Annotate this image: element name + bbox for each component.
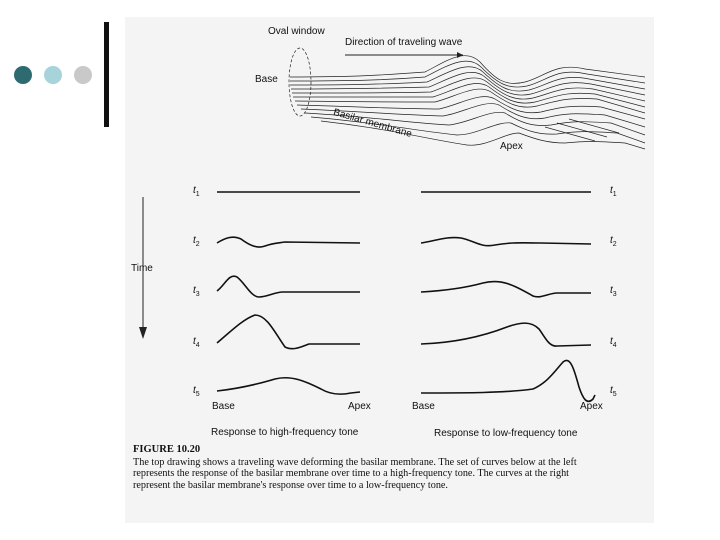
time-step-left-4: $t_4$: [193, 336, 200, 349]
time-step-right-4: $t_4$: [610, 336, 617, 349]
lf-curve-t3: [421, 282, 591, 297]
figure-caption-title: FIGURE 10.20: [133, 444, 201, 455]
time-step-right-1: $t_1$: [610, 185, 617, 198]
high-frequency-curves: [217, 192, 360, 394]
time-step-left-5: $t_5$: [193, 385, 200, 398]
top-base-label: Base: [255, 74, 278, 85]
direction-label: Direction of traveling wave: [345, 37, 463, 48]
hf-curve-t4: [217, 315, 360, 349]
hf-curve-t3: [217, 276, 360, 297]
lf-curve-t4: [421, 323, 591, 346]
low-frequency-curves: [421, 192, 595, 401]
bullet-dot-light: [44, 66, 62, 84]
right-base-label: Base: [412, 401, 435, 412]
traveling-wave-drawing: [289, 48, 645, 149]
hf-curve-t2: [217, 237, 360, 247]
time-step-left-1: $t_1$: [193, 185, 200, 198]
high-frequency-caption: Response to high-frequency tone: [211, 427, 359, 438]
oval-window-label: Oval window: [268, 26, 325, 37]
oval-window-ellipse: [289, 48, 311, 116]
hf-curve-t5: [217, 378, 360, 394]
right-apex-label: Apex: [580, 401, 603, 412]
bullet-dot-gray: [74, 66, 92, 84]
top-apex-label: Apex: [500, 141, 523, 152]
time-step-right-3: $t_3$: [610, 285, 617, 298]
left-apex-label: Apex: [348, 401, 371, 412]
lf-curve-t5: [421, 360, 595, 401]
figure-panel: [125, 17, 654, 523]
time-step-right-5: $t_5$: [610, 385, 617, 398]
lf-curve-t2: [421, 238, 591, 246]
time-step-left-3: $t_3$: [193, 285, 200, 298]
slide-divider-bar: [104, 22, 109, 127]
left-base-label: Base: [212, 401, 235, 412]
time-label: Time: [131, 263, 153, 274]
membrane-lines: [290, 56, 645, 149]
low-frequency-caption: Response to low-frequency tone: [434, 428, 578, 439]
figure-graphics: [125, 17, 654, 523]
bullet-dot-dark: [14, 66, 32, 84]
time-step-left-2: $t_2$: [193, 235, 200, 248]
figure-caption-text: The top drawing shows a traveling wave deforming the basilar membrane. The set of curves below at the left represents the response of the basilar membrane over time to a high-frequency tone. The curves at the right represent the basilar membrane's response over time to a low-frequency tone.: [133, 457, 577, 491]
time-step-right-2: $t_2$: [610, 235, 617, 248]
basilar-membrane-label: Basilar membrane: [331, 107, 414, 140]
